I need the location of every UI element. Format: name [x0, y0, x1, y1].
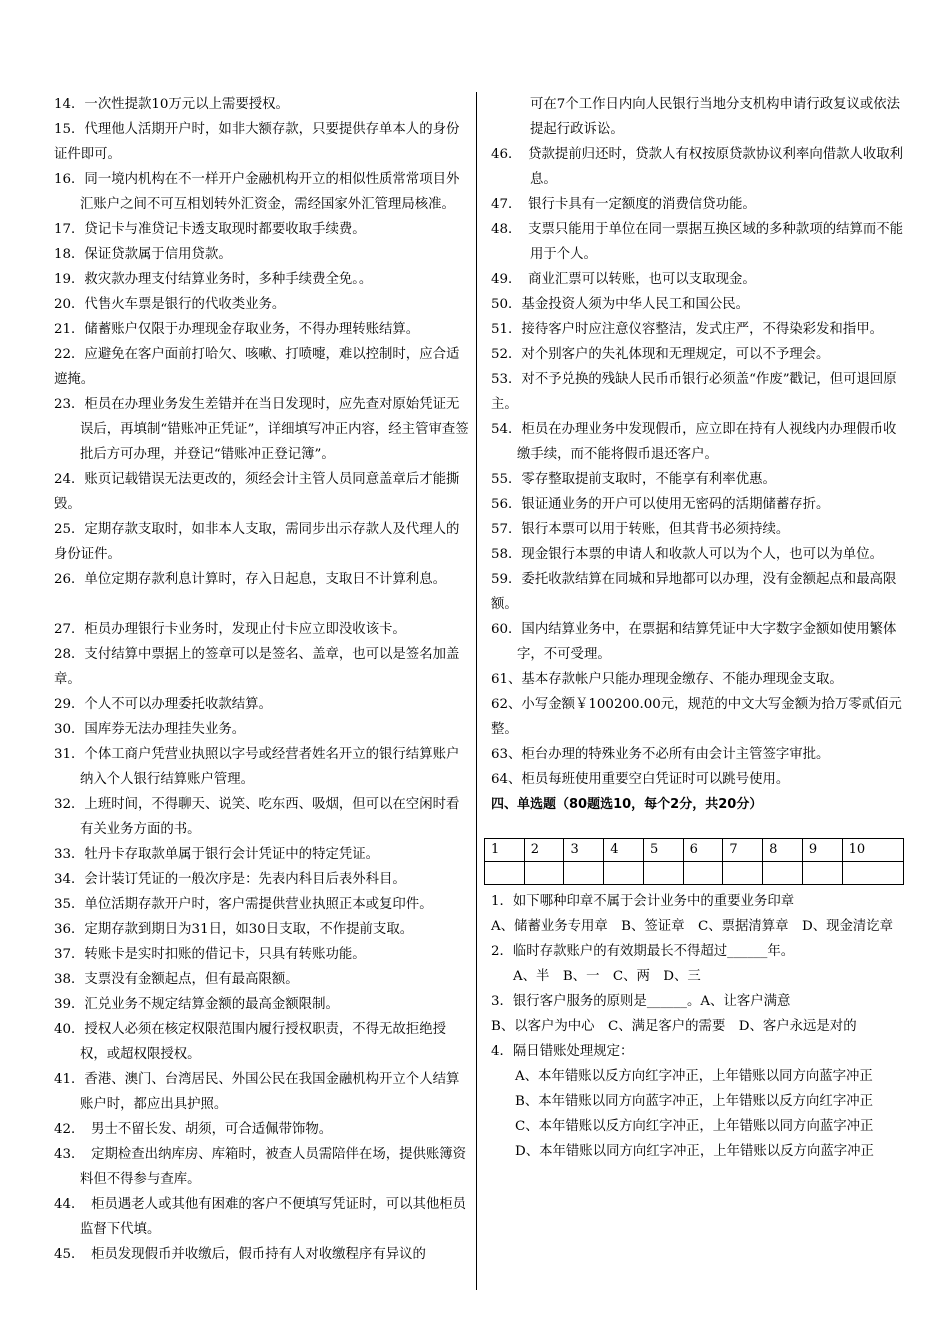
question-item: 58．现金银行本票的申请人和收款人可以为个人，也可以为单位。 — [491, 547, 883, 562]
question-item: 17．贷记卡与准贷记卡透支取现时都要收取手续费。 — [54, 222, 366, 237]
answer-table-header-row — [485, 839, 904, 862]
question-item: 16．同一境内机构在不一样开户金融机构开立的相似性质常常项目外汇账户之间不可互相划转外汇资金，需经国家外汇管理局核准。 — [54, 172, 460, 212]
mc-question-line: D、本年错账以同方向红字冲正，上年错账以反方向蓝字冲正 — [515, 1144, 874, 1159]
mc-question-line: 2．临时存款账户的有效期最长不得超过______年。 — [491, 944, 795, 959]
answer-blank-cell[interactable] — [763, 862, 803, 885]
question-item: 44． 柜员遇老人或其他有困难的客户不便填写凭证时，可以其他柜员监督下代填。 — [54, 1197, 467, 1237]
true-false-items-continued — [491, 92, 906, 792]
answer-number-cell: 10 — [842, 839, 903, 862]
question-item: 32．上班时间，不得聊天、说笑、吃东西、吸烟，但可以在空闲时看有关业务方面的书。 — [54, 797, 460, 837]
question-item: 15．代理他人活期开户时，如非大额存款，只要提供存单本人的身份证件即可。 — [54, 122, 460, 162]
question-item: 36．定期存款到期日为31日，如30日支取，不作提前支取。 — [54, 922, 414, 937]
question-item: 59．委托收款结算在同城和异地都可以办理，没有金额起点和最高限额。 — [491, 572, 897, 612]
column-divider — [476, 92, 477, 1290]
mc-question-line: 1．如下哪种印章不属于会计业务中的重要业务印章 — [491, 894, 795, 909]
question-item: 47． 银行卡具有一定额度的消费信贷功能。 — [491, 197, 756, 212]
multiple-choice-questions — [491, 889, 906, 1164]
answer-number-cell: 2 — [524, 839, 564, 862]
question-item: 52．对个别客户的失礼体现和无理规定，可以不予理会。 — [491, 347, 830, 362]
answer-number-cell: 6 — [683, 839, 723, 862]
question-item: 57．银行本票可以用于转账，但其背书必须持续。 — [491, 522, 790, 537]
question-item: 23．柜员在办理业务发生差错并在当日发现时，应先查对原始凭证无误后，再填制“错账冲正凭证”，详细填写冲正内容，经主管审查签批后方可办理，并登记“错账冲正登记簿”。 — [54, 397, 469, 462]
question-item: 60．国内结算业务中，在票据和结算凭证中大字数字金额如使用繁体字，不可受理。 — [491, 622, 897, 662]
question-item: 56．银证通业务的开户可以使用无密码的活期储蓄存折。 — [491, 497, 830, 512]
question-item: 可在7个工作日内向人民银行当地分支机构申请行政复议或依法提起行政诉讼。 — [530, 97, 901, 137]
question-item: 51．接待客户时应注意仪容整洁，发式庄严，不得染彩发和指甲。 — [491, 322, 883, 337]
question-item: 48． 支票只能用于单位在同一票据互换区域的多种款项的结算而不能用于个人。 — [491, 222, 904, 262]
question-item: 30．国库券无法办理挂失业务。 — [54, 722, 246, 737]
mc-question-line: C、本年错账以反方向红字冲正，上年错账以同方向蓝字冲正 — [515, 1119, 874, 1134]
question-item: 21．储蓄账户仅限于办理现金存取业务，不得办理转账结算。 — [54, 322, 420, 337]
right-column — [491, 92, 906, 1164]
mc-question-line: A、半 B、一 C、两 D、三 — [513, 969, 701, 984]
answer-number-cell: 4 — [604, 839, 644, 862]
answer-table — [484, 838, 904, 885]
section-title: 四、单选题（80题选10，每个2分，共20分） — [491, 797, 763, 812]
answer-blank-cell[interactable] — [802, 862, 842, 885]
answer-blank-cell[interactable] — [723, 862, 763, 885]
question-item: 19．救灾款办理支付结算业务时，多种手续费全免。。 — [54, 272, 373, 287]
question-item: 20．代售火车票是银行的代收类业务。 — [54, 297, 286, 312]
answer-blank-cell[interactable] — [643, 862, 683, 885]
question-item: 55．零存整取提前支取时，不能享有利率优惠。 — [491, 472, 776, 487]
answer-number-cell: 9 — [802, 839, 842, 862]
answer-number-cell: 5 — [643, 839, 683, 862]
answer-number-cell: 8 — [763, 839, 803, 862]
question-item: 62、小写金额￥100200.00元，规范的中文大写金额为拾万零贰佰元整。 — [491, 697, 902, 737]
question-item: 24．账页记载错误无法更改的，须经会计主管人员同意盖章后才能撕毁。 — [54, 472, 460, 512]
answer-blank-cell[interactable] — [564, 862, 604, 885]
question-item: 41．香港、澳门、台湾居民、外国公民在我国金融机构开立个人结算账户时，都应出具护照。 — [54, 1072, 460, 1112]
question-item: 54．柜员在办理业务中发现假币，应立即在持有人视线内办理假币收缴手续，而不能将假币退还客户。 — [491, 422, 897, 462]
question-item: 40．授权人必须在核定权限范围内履行授权职责，不得无故拒绝授权，或超权限授权。 — [54, 1022, 446, 1062]
question-item: 46． 贷款提前归还时，贷款人有权按原贷款协议利率向借款人收取利息。 — [491, 147, 904, 187]
mc-question-line: B、本年错账以同方向蓝字冲正，上年错账以反方向红字冲正 — [515, 1094, 873, 1109]
question-item: 31．个体工商户凭营业执照以字号或经营者姓名开立的银行结算账户纳入个人银行结算账户管理。 — [54, 747, 460, 787]
question-item: 38．支票没有金额起点，但有最高限额。 — [54, 972, 299, 987]
answer-number-cell: 3 — [564, 839, 604, 862]
question-item: 61、基本存款帐户只能办理现金缴存、不能办理现金支取。 — [491, 672, 843, 687]
question-item: 35．单位活期存款开户时，客户需提供营业执照正本或复印件。 — [54, 897, 433, 912]
answer-table-blank-row — [485, 862, 904, 885]
question-item: 64、柜员每班使用重要空白凭证时可以跳号使用。 — [491, 772, 790, 787]
question-item: 53．对不予兑换的残缺人民币币银行必须盖“作废”戳记，但可退回原主。 — [491, 372, 897, 412]
question-item: 34．会计装订凭证的一般次序是：先表内科目后表外科目。 — [54, 872, 406, 887]
question-item: 50．基金投资人须为中华人民工和国公民。 — [491, 297, 750, 312]
mc-question-line: A、本年错账以反方向红字冲正，上年错账以同方向蓝字冲正 — [515, 1069, 873, 1084]
question-item: 45． 柜员发现假币并收缴后，假币持有人对收缴程序有异议的 — [54, 1247, 426, 1262]
question-item: 39．汇兑业务不规定结算金额的最高金额限制。 — [54, 997, 339, 1012]
question-item: 42． 男士不留长发、胡须，可合适佩带饰物。 — [54, 1122, 333, 1137]
answer-blank-cell[interactable] — [842, 862, 903, 885]
answer-blank-cell[interactable] — [524, 862, 564, 885]
question-item: 27．柜员办理银行卡业务时，发现止付卡应立即没收该卡。 — [54, 622, 406, 637]
mc-question-line: 3．银行客户服务的原则是______。A、让客户满意 — [491, 994, 791, 1009]
mc-question-line: B、以客户为中心 C、满足客户的需要 D、客户永远是对的 — [491, 1019, 857, 1034]
mc-question-line: A、储蓄业务专用章 B、签证章 C、票据清算章 D、现金清讫章 — [491, 919, 894, 934]
left-column — [54, 92, 472, 1267]
answer-blank-cell[interactable] — [485, 862, 525, 885]
question-item: 25．定期存款支取时，如非本人支取，需同步出示存款人及代理人的身份证件。 — [54, 522, 460, 562]
question-item: 18．保证贷款属于信用贷款。 — [54, 247, 232, 262]
question-item: 37．转账卡是实时扣账的借记卡，只具有转账功能。 — [54, 947, 366, 962]
question-item: 26．单位定期存款利息计算时，存入日起息，支取日不计算利息。 — [54, 572, 446, 587]
answer-number-cell: 1 — [485, 839, 525, 862]
question-item: 22．应避免在客户面前打哈欠、咳嗽、打喷嚏，难以控制时，应合适遮掩。 — [54, 347, 460, 387]
question-item: 43． 定期检查出纳库房、库箱时，被查人员需陪伴在场，提供账簿资料但不得参与查库。 — [54, 1147, 467, 1187]
answer-blank-cell[interactable] — [604, 862, 644, 885]
answer-blank-cell[interactable] — [683, 862, 723, 885]
question-item: 29．个人不可以办理委托收款结算。 — [54, 697, 272, 712]
mc-question-line: 4．隔日错账处理规定： — [491, 1044, 634, 1059]
question-item: 63、柜台办理的特殊业务不必所有由会计主管签字审批。 — [491, 747, 830, 762]
question-item: 14．一次性提款10万元以上需要授权。 — [54, 97, 289, 112]
blank-line — [54, 592, 472, 617]
answer-number-cell: 7 — [723, 839, 763, 862]
question-item: 33．牡丹卡存取款单属于银行会计凭证中的特定凭证。 — [54, 847, 380, 862]
question-item: 28．支付结算中票据上的签章可以是签名、盖章，也可以是签名加盖章。 — [54, 647, 460, 687]
question-item: 49． 商业汇票可以转账，也可以支取现金。 — [491, 272, 756, 287]
